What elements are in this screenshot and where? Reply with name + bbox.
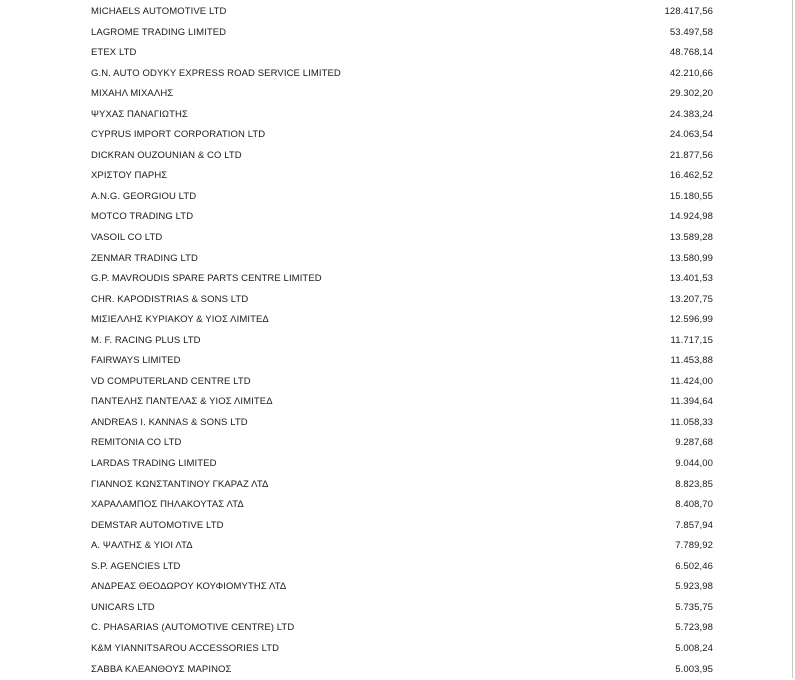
company-name: G.N. AUTO ODYKY EXPRESS ROAD SERVICE LIMITED	[91, 64, 341, 85]
table-row	[91, 310, 713, 331]
company-name: S.P. AGENCIES LTD	[91, 557, 181, 578]
company-name: ΜΙΣΙΕΛΛΗΣ ΚΥΡΙΑΚΟΥ & ΥΙΟΣ ΛΙΜΙΤΕΔ	[91, 310, 269, 331]
table-row	[91, 598, 713, 619]
amount-value: 5.723,98	[675, 618, 713, 639]
company-name: A.N.G. GEORGIOU LTD	[91, 187, 196, 208]
amount-value: 13.401,53	[670, 269, 713, 290]
page-edge-divider	[792, 0, 793, 678]
table-row	[91, 557, 713, 578]
amount-value: 5.008,24	[675, 639, 713, 660]
amount-value: 16.462,52	[670, 166, 713, 187]
table-row	[91, 413, 713, 434]
amount-value: 15.180,55	[670, 187, 713, 208]
table-row	[91, 290, 713, 311]
amount-value: 7.857,94	[675, 516, 713, 537]
amount-value: 5.923,98	[675, 577, 713, 598]
company-name: ETEX LTD	[91, 43, 137, 64]
table-row	[91, 187, 713, 208]
table-row	[91, 43, 713, 64]
amount-value: 42.210,66	[670, 64, 713, 85]
table-row	[91, 146, 713, 167]
amount-value: 9.044,00	[675, 454, 713, 475]
amount-value: 6.502,46	[675, 557, 713, 578]
company-name: CYPRUS IMPORT CORPORATION LTD	[91, 125, 265, 146]
table-row	[91, 536, 713, 557]
company-name: ΠΑΝΤΕΛΗΣ ΠΑΝΤΕΛΑΣ & ΥΙΟΣ ΛΙΜΙΤΕΔ	[91, 392, 273, 413]
company-name: MOTCO TRADING LTD	[91, 207, 193, 228]
amount-value: 5.735,75	[675, 598, 713, 619]
company-name: ΧΡΙΣΤΟΥ ΠΑΡΗΣ	[91, 166, 167, 187]
table-row	[91, 639, 713, 660]
table-row	[91, 228, 713, 249]
table-row	[91, 331, 713, 352]
table-row	[91, 105, 713, 126]
company-name: DICKRAN OUZOUNIAN & CO LTD	[91, 146, 242, 167]
amount-value: 7.789,92	[675, 536, 713, 557]
company-name: ANDREAS I. KANNAS & SONS LTD	[91, 413, 248, 434]
company-name: ΓΙΑΝΝΟΣ ΚΩΝΣΤΑΝΤΙΝΟΥ ΓΚΑΡΑΖ ΛΤΔ	[91, 475, 268, 496]
table-row	[91, 166, 713, 187]
table-row	[91, 392, 713, 413]
table-row	[91, 249, 713, 270]
amount-value: 14.924,98	[670, 207, 713, 228]
amount-value: 24.383,24	[670, 105, 713, 126]
company-name: UNICARS LTD	[91, 598, 155, 619]
table-row	[91, 84, 713, 105]
company-name: FAIRWAYS LIMITED	[91, 351, 181, 372]
amount-value: 12.596,99	[670, 310, 713, 331]
company-name: REMITONIA CO LTD	[91, 433, 181, 454]
table-row	[91, 495, 713, 516]
company-name: VASOIL CO LTD	[91, 228, 162, 249]
company-name: LARDAS TRADING LIMITED	[91, 454, 217, 475]
company-name: VD COMPUTERLAND CENTRE LTD	[91, 372, 251, 393]
company-name: C. PHASARIAS (AUTOMOTIVE CENTRE) LTD	[91, 618, 294, 639]
table-row	[91, 125, 713, 146]
amount-value: 128.417,56	[664, 2, 713, 23]
amount-value: 24.063,54	[670, 125, 713, 146]
amount-value: 13.589,28	[670, 228, 713, 249]
company-name: ΧΑΡΑΛΑΜΠΟΣ ΠΗΛΑΚΟΥΤΑΣ ΛΤΔ	[91, 495, 244, 516]
amount-value: 13.207,75	[670, 290, 713, 311]
amount-value: 21.877,56	[670, 146, 713, 167]
amount-value: 8.823,85	[675, 475, 713, 496]
company-name: ΜΙΧΑΗΛ ΜΙΧΑΛΗΣ	[91, 84, 173, 105]
table-row	[91, 660, 713, 680]
company-name: ΑΝΔΡΕΑΣ ΘΕΟΔΩΡΟΥ ΚΟΥΦΙΟΜΥΤΗΣ ΛΤΔ	[91, 577, 286, 598]
company-name: K&M YIANNITSAROU ACCESSORIES LTD	[91, 639, 279, 660]
table-row	[91, 269, 713, 290]
table-row	[91, 577, 713, 598]
amount-value: 5.003,95	[675, 660, 713, 680]
table-row	[91, 2, 713, 23]
amount-value: 11.394,64	[671, 392, 713, 413]
amount-value: 11.424,00	[671, 372, 713, 393]
amount-value: 13.580,99	[670, 249, 713, 270]
table-row	[91, 454, 713, 475]
amount-value: 11.717,15	[671, 331, 713, 352]
table-row	[91, 475, 713, 496]
table-row	[91, 351, 713, 372]
company-name: G.P. MAVROUDIS SPARE PARTS CENTRE LIMITED	[91, 269, 322, 290]
company-name: M. F. RACING PLUS LTD	[91, 331, 201, 352]
company-name: MICHAELS AUTOMOTIVE LTD	[91, 2, 227, 23]
amount-value: 48.768,14	[670, 43, 713, 64]
table-row	[91, 516, 713, 537]
amount-value: 8.408,70	[675, 495, 713, 516]
amount-value: 29.302,20	[670, 84, 713, 105]
amount-value: 11.453,88	[671, 351, 713, 372]
company-name: LAGROME TRADING LIMITED	[91, 23, 226, 44]
table-row	[91, 207, 713, 228]
company-name: Α. ΨΑΛΤΗΣ & ΥΙΟΙ ΛΤΔ	[91, 536, 193, 557]
table-row	[91, 618, 713, 639]
company-name: DEMSTAR AUTOMOTIVE LTD	[91, 516, 224, 537]
amount-value: 53.497,58	[670, 23, 713, 44]
amount-value: 9.287,68	[675, 433, 713, 454]
company-name: ΨΥΧΑΣ ΠΑΝΑΓΙΩΤΗΣ	[91, 105, 188, 126]
table-row	[91, 372, 713, 393]
company-name: ΣΑΒΒΑ ΚΛΕΑΝΘΟΥΣ ΜΑΡΙΝΟΣ	[91, 660, 232, 680]
table-row	[91, 64, 713, 85]
company-name: CHR. KAPODISTRIAS & SONS LTD	[91, 290, 248, 311]
table-row	[91, 23, 713, 44]
table-row	[91, 433, 713, 454]
supplier-amount-table	[91, 2, 713, 680]
amount-value: 11.058,33	[671, 413, 713, 434]
company-name: ZENMAR TRADING LTD	[91, 249, 198, 270]
